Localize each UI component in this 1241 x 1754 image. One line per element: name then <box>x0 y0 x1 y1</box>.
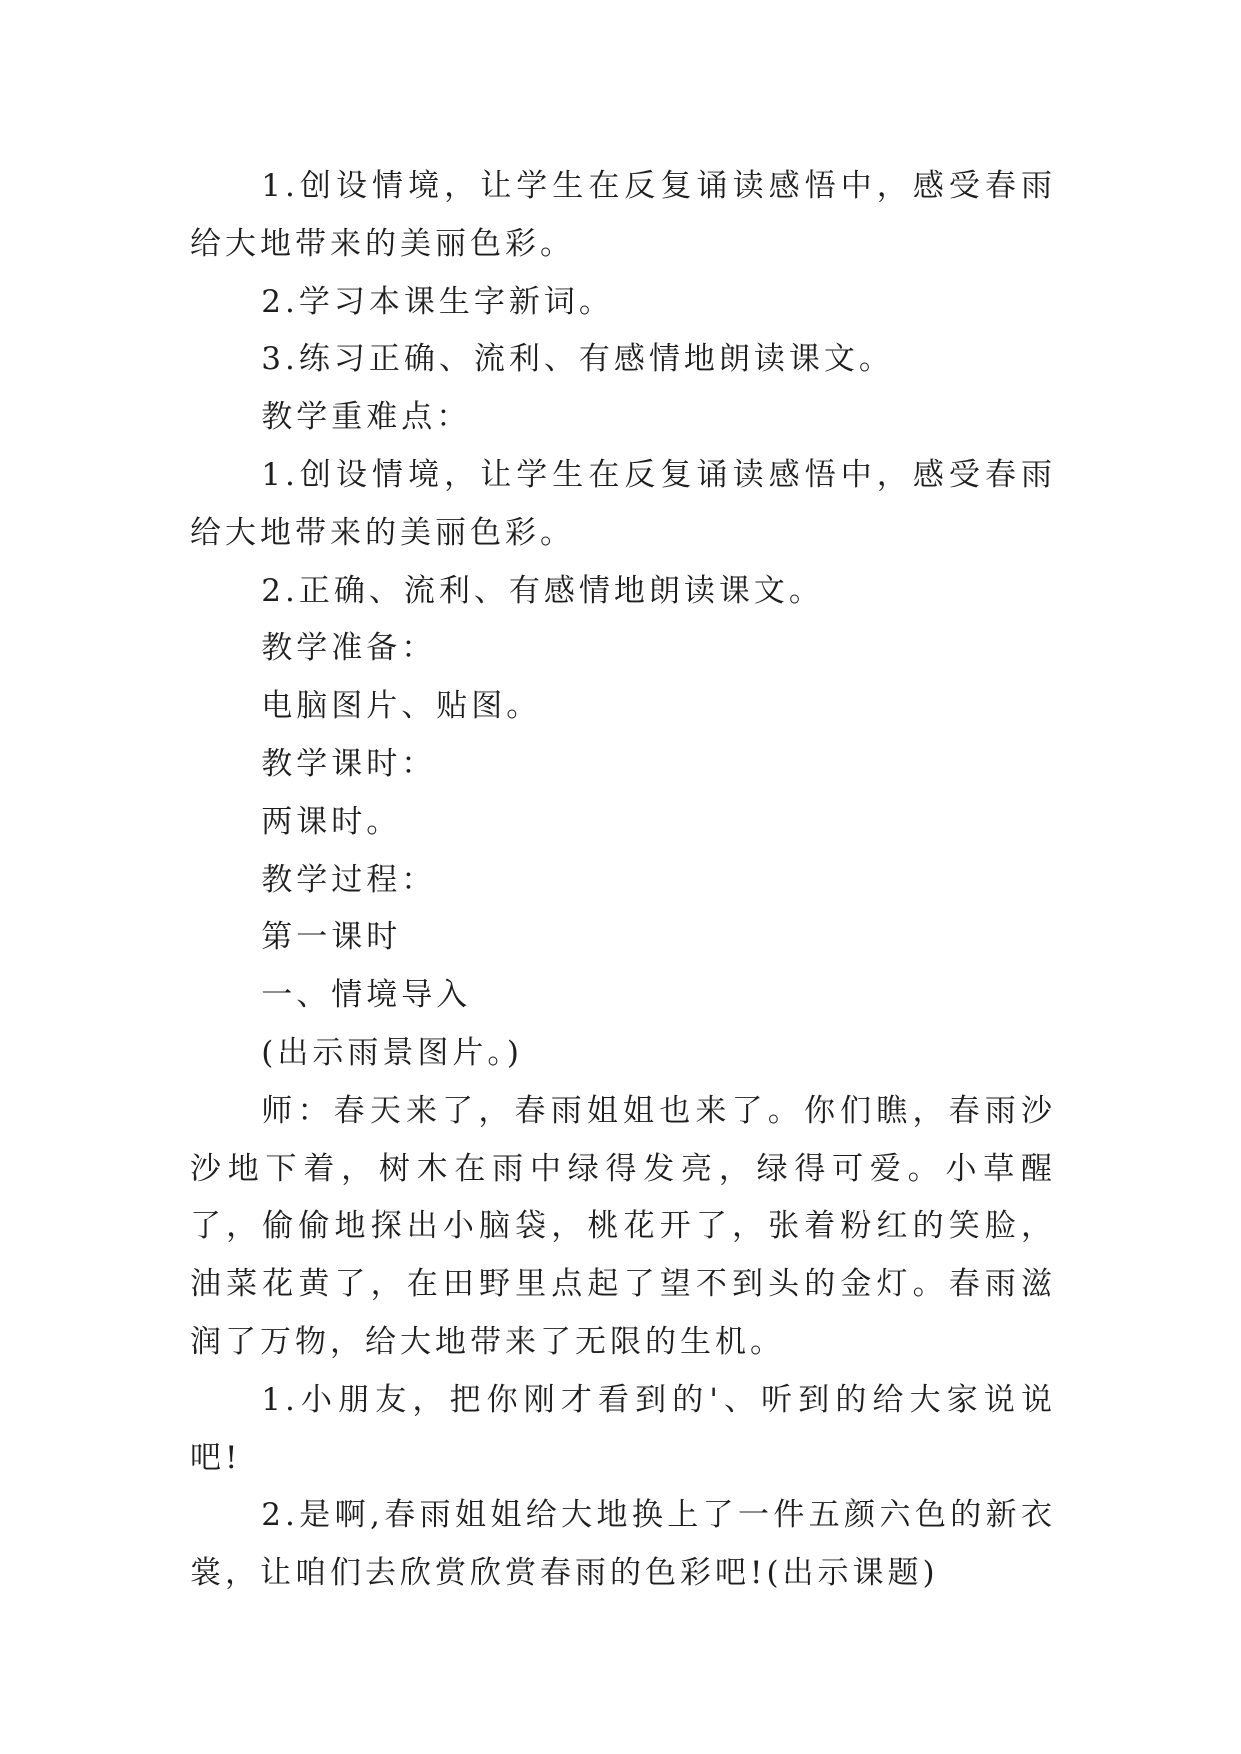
section-heading: 第一课时 <box>261 919 402 956</box>
paragraph: 3.练习正确、流利、有感情地朗读课文。 <box>261 341 894 378</box>
section-heading: 一、情境导入 <box>261 977 472 1014</box>
section-heading: 教学课时： <box>261 745 437 782</box>
paragraph: 师：春天来了，春雨姐姐也来了。你们瞧，春雨沙沙地下着，树木在雨中绿得发亮，绿得可爱。小草醒了，偷偷地探出小脑袋，桃花开了，张着粉红的笑脸，油菜花黄了，在田野里点起了望不到头的金灯。春雨滋润了万物，给大地带来了无限的生机。 <box>190 1092 1056 1360</box>
section-heading: 教学过程： <box>261 861 437 898</box>
paragraph: 两课时。 <box>261 803 402 840</box>
paragraph: 1.小朋友，把你刚才看到的'、听到的给大家说说吧! <box>190 1381 1056 1476</box>
paragraph: 2.是啊,春雨姐姐给大地换上了一件五颜六色的新衣裳，让咱们去欣赏欣赏春雨的色彩吧!(出示课题) <box>190 1497 1056 1592</box>
document-body <box>190 158 1056 1603</box>
paragraph: 电脑图片、贴图。 <box>261 688 542 725</box>
paragraph: 1.创设情境，让学生在反复诵读感悟中，感受春雨给大地带来的美丽色彩。 <box>190 168 1056 262</box>
paragraph: 2.正确、流利、有感情地朗读课文。 <box>261 572 824 609</box>
paragraph: (出示雨景图片。) <box>261 1034 523 1071</box>
section-heading: 教学重难点： <box>261 399 472 436</box>
paragraph: 2.学习本课生字新词。 <box>261 283 614 320</box>
section-heading: 教学准备： <box>261 630 437 667</box>
paragraph: 1.创设情境，让学生在反复诵读感悟中，感受春雨给大地带来的美丽色彩。 <box>190 456 1056 551</box>
